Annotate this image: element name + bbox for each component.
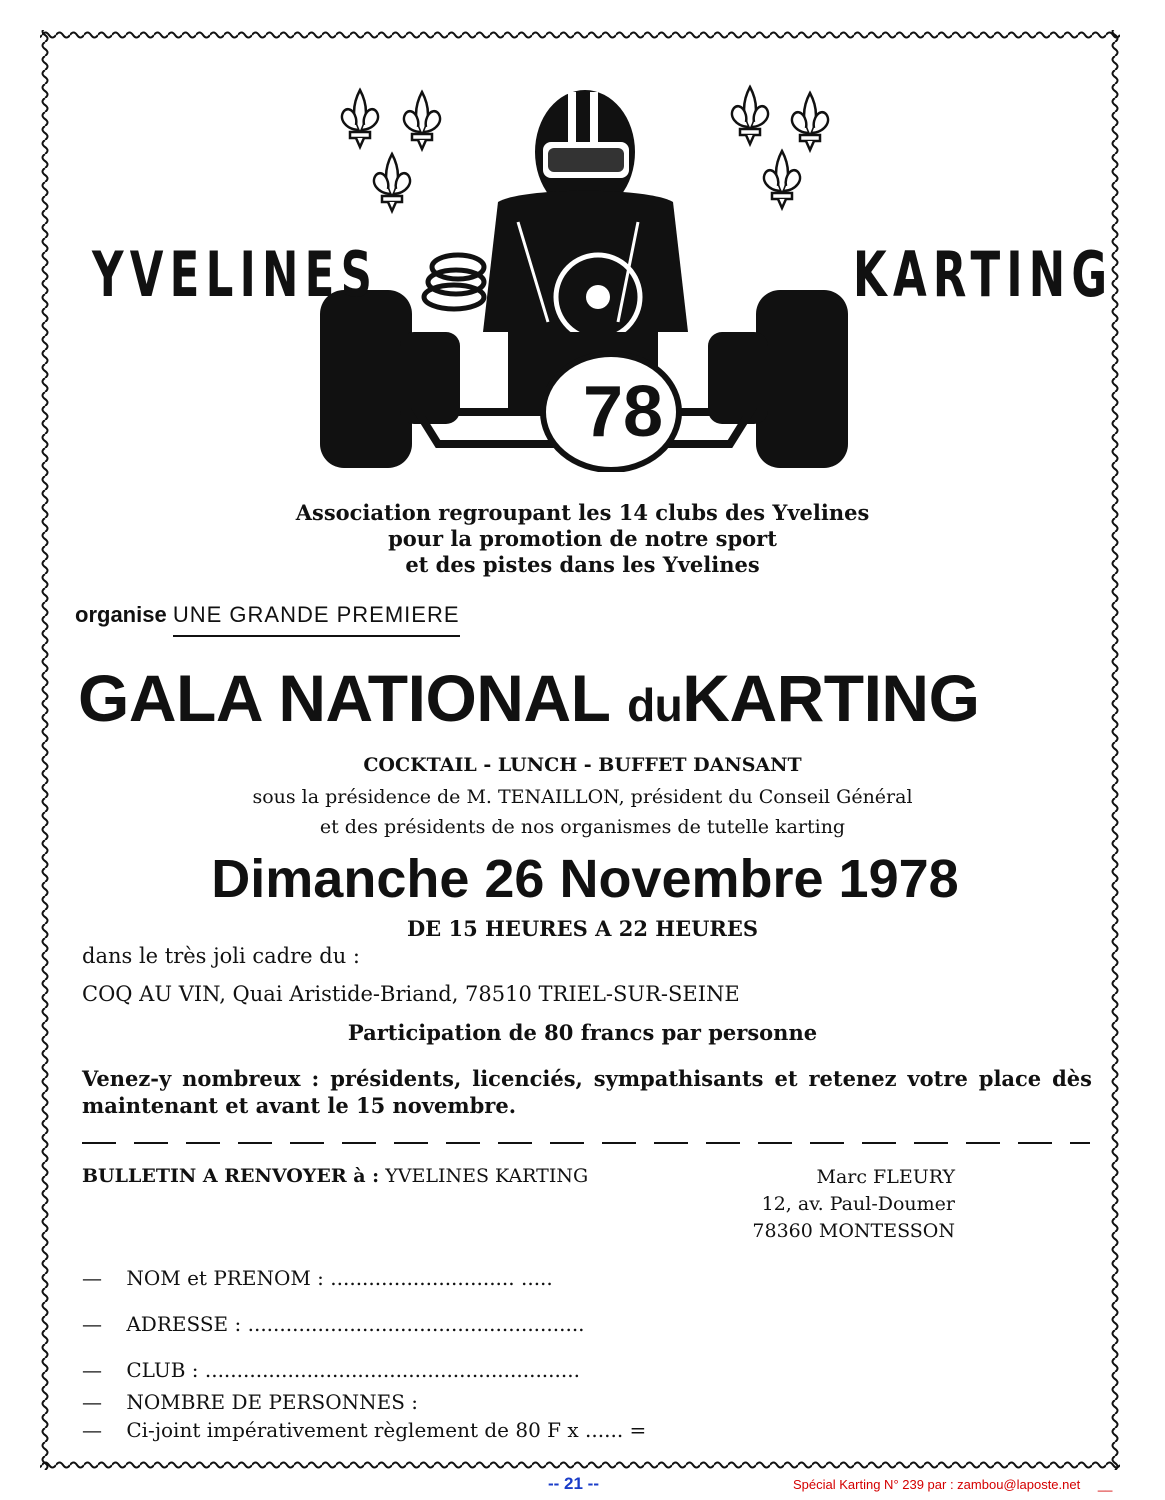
form-nombre-personnes[interactable] xyxy=(82,1390,418,1414)
call-to-action xyxy=(82,1065,1092,1119)
association-line: pour la promotion de notre sport xyxy=(388,526,777,551)
credit-text: Spécial Karting N° 239 par : zambou@laposte.net xyxy=(793,1477,1081,1492)
bulletin-line xyxy=(82,1165,588,1187)
credit-line xyxy=(793,1477,1112,1492)
form-bullet: — xyxy=(82,1312,102,1336)
presidence-line-2: et des présidents de nos organismes de tutelle karting xyxy=(319,816,846,838)
organise-verb: organise xyxy=(75,602,167,627)
price-line: Participation de 80 francs par personne xyxy=(347,1020,818,1045)
event-date: Dimanche 26 Novembre 1978 xyxy=(211,849,959,909)
association-text xyxy=(0,500,1165,578)
title-karting: KARTING xyxy=(853,238,1114,311)
form-reglement[interactable] xyxy=(82,1418,646,1442)
bulletin-address xyxy=(752,1164,955,1245)
bulletin-label: BULLETIN A RENVOYER à : xyxy=(82,1165,380,1187)
presidence-line-1: sous la présidence de M. TENAILLON, président du Conseil Général xyxy=(252,786,913,808)
gala-title-du: du xyxy=(627,679,683,731)
gala-title-karting: KARTING xyxy=(682,661,980,735)
menu-line: COCKTAIL - LUNCH - BUFFET DANSANT xyxy=(363,754,802,776)
form-label: CLUB : ........................................................... xyxy=(126,1358,580,1382)
page-number: -- 21 -- xyxy=(548,1474,599,1493)
venue-intro: dans le très joli cadre du : xyxy=(82,944,360,968)
event-hours: DE 15 HEURES A 22 HEURES xyxy=(406,916,759,941)
form-label: NOM et PRENOM : ............................. ..... xyxy=(126,1266,553,1290)
address-line: 78360 MONTESSON xyxy=(752,1220,955,1242)
association-line: et des pistes dans les Yvelines xyxy=(405,552,760,577)
kart-number: 78 xyxy=(582,372,664,452)
title-yvelines: YVELINES xyxy=(92,238,379,311)
form-label: ADRESSE : ..................................................... xyxy=(126,1312,585,1336)
cut-line xyxy=(82,1142,1090,1144)
address-line: Marc FLEURY xyxy=(816,1166,955,1188)
call-line-2: maintenant et avant le 15 novembre. xyxy=(82,1093,517,1118)
gala-title-main: GALA NATIONAL xyxy=(78,661,610,735)
organise-highlight: UNE GRANDE PREMIERE xyxy=(173,602,460,637)
form-bullet: — xyxy=(82,1418,102,1442)
form-club[interactable] xyxy=(82,1358,580,1382)
form-bullet: — xyxy=(82,1358,102,1382)
form-label: Ci-joint impérativement règlement de 80 F x ...... = xyxy=(126,1418,647,1442)
venue-address: COQ AU VIN, Quai Aristide-Briand, 78510 TRIEL-SUR-SEINE xyxy=(82,982,740,1006)
association-line: Association regroupant les 14 clubs des Yvelines xyxy=(295,500,870,525)
form-adresse[interactable] xyxy=(82,1312,585,1336)
address-line: 12, av. Paul-Doumer xyxy=(761,1193,955,1215)
bulletin-recipient: YVELINES KARTING xyxy=(385,1165,589,1187)
organise-line xyxy=(75,602,460,628)
call-line-1: Venez-y nombreux : présidents, licenciés, sympathisants et retenez votre place dès xyxy=(82,1066,1092,1091)
form-nom-prenom[interactable] xyxy=(82,1266,553,1290)
gala-title xyxy=(78,658,979,745)
form-bullet: — xyxy=(82,1266,102,1290)
credit-mark: __ xyxy=(1097,1477,1113,1492)
form-bullet: — xyxy=(82,1390,102,1414)
form-label: NOMBRE DE PERSONNES : xyxy=(126,1390,419,1414)
